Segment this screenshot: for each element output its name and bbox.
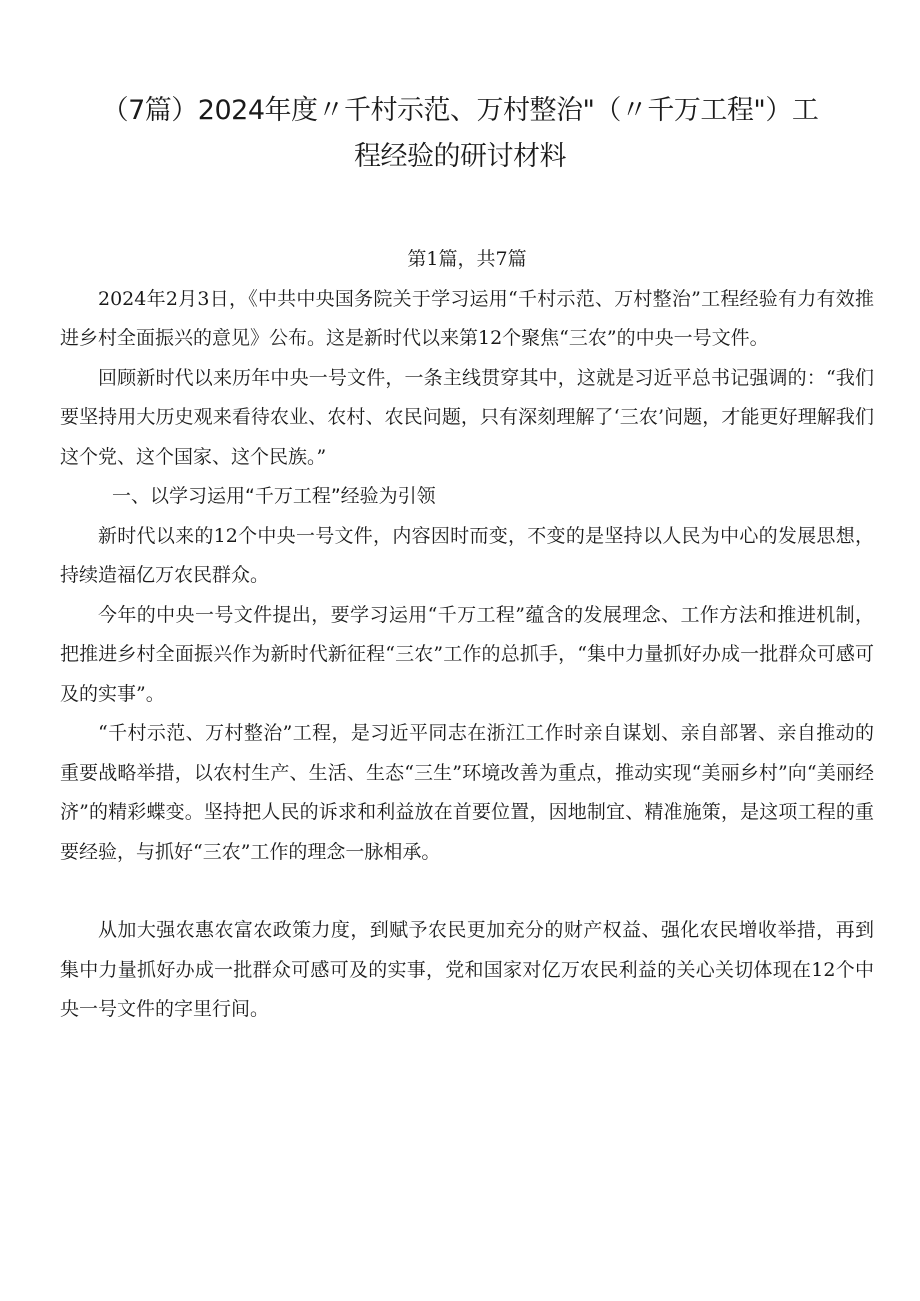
paragraph: 从加大强农惠农富农政策力度，到赋予农民更加充分的财产权益、强化农民增收举措，再到集中力量抓好办成一批群众可感可及的实事，党和国家对亿万农民利益的关心关切体现在12个中央一号文件的字里行间。 [60, 919, 874, 1020]
document-body [60, 240, 874, 1030]
paragraph: “千村示范、万村整治”工程，是习近平同志在浙江工作时亲自谋划、亲自部署、亲自推动的重要战略举措，以农村生产、生活、生态“三生”环境改善为重点，推动实现“美丽乡村”向“美丽经济”的精彩蝶变。坚持把人民的诉求和利益放在首要位置，因地制宜、精准施策，是这项工程的重要经验，与抓好“三农”工作的理念一脉相承。 [60, 722, 874, 863]
paragraph: 2024年2月3日，《中共中央国务院关于学习运用“千村示范、万村整治”工程经验有力有效推进乡村全面振兴的意见》公布。这是新时代以来第12个聚焦“三农”的中央一号文件。 [60, 287, 874, 349]
document-subtitle: 第1篇，共7篇 [407, 248, 527, 270]
section-heading: 一、以学习运用“千万工程”经验为引领 [112, 485, 436, 507]
paragraph-spacer [60, 872, 874, 911]
paragraph: 新时代以来的12个中央一号文件，内容因时而变，不变的是坚持以人民为中心的发展思想，持续造福亿万农民群众。 [60, 524, 874, 586]
paragraph: 今年的中央一号文件提出，要学习运用“千万工程”蕴含的发展理念、工作方法和推进机制，把推进乡村全面振兴作为新时代新征程“三农”工作的总抓手，“集中力量抓好办成一批群众可感可及的实事”。 [60, 603, 874, 705]
document-title: （7篇）2024年度〃千村示范、万村整治"（〃千万工程"）工程经验的研讨材料 [101, 95, 819, 172]
paragraph: 回顾新时代以来历年中央一号文件，一条主线贯穿其中，这就是习近平总书记强调的：“我们要坚持用大历史观来看待农业、农村、农民问题，只有深刻理解了‘三农’问题，才能更好理解我们这个党、这个国家、这个民族。” [60, 366, 874, 468]
